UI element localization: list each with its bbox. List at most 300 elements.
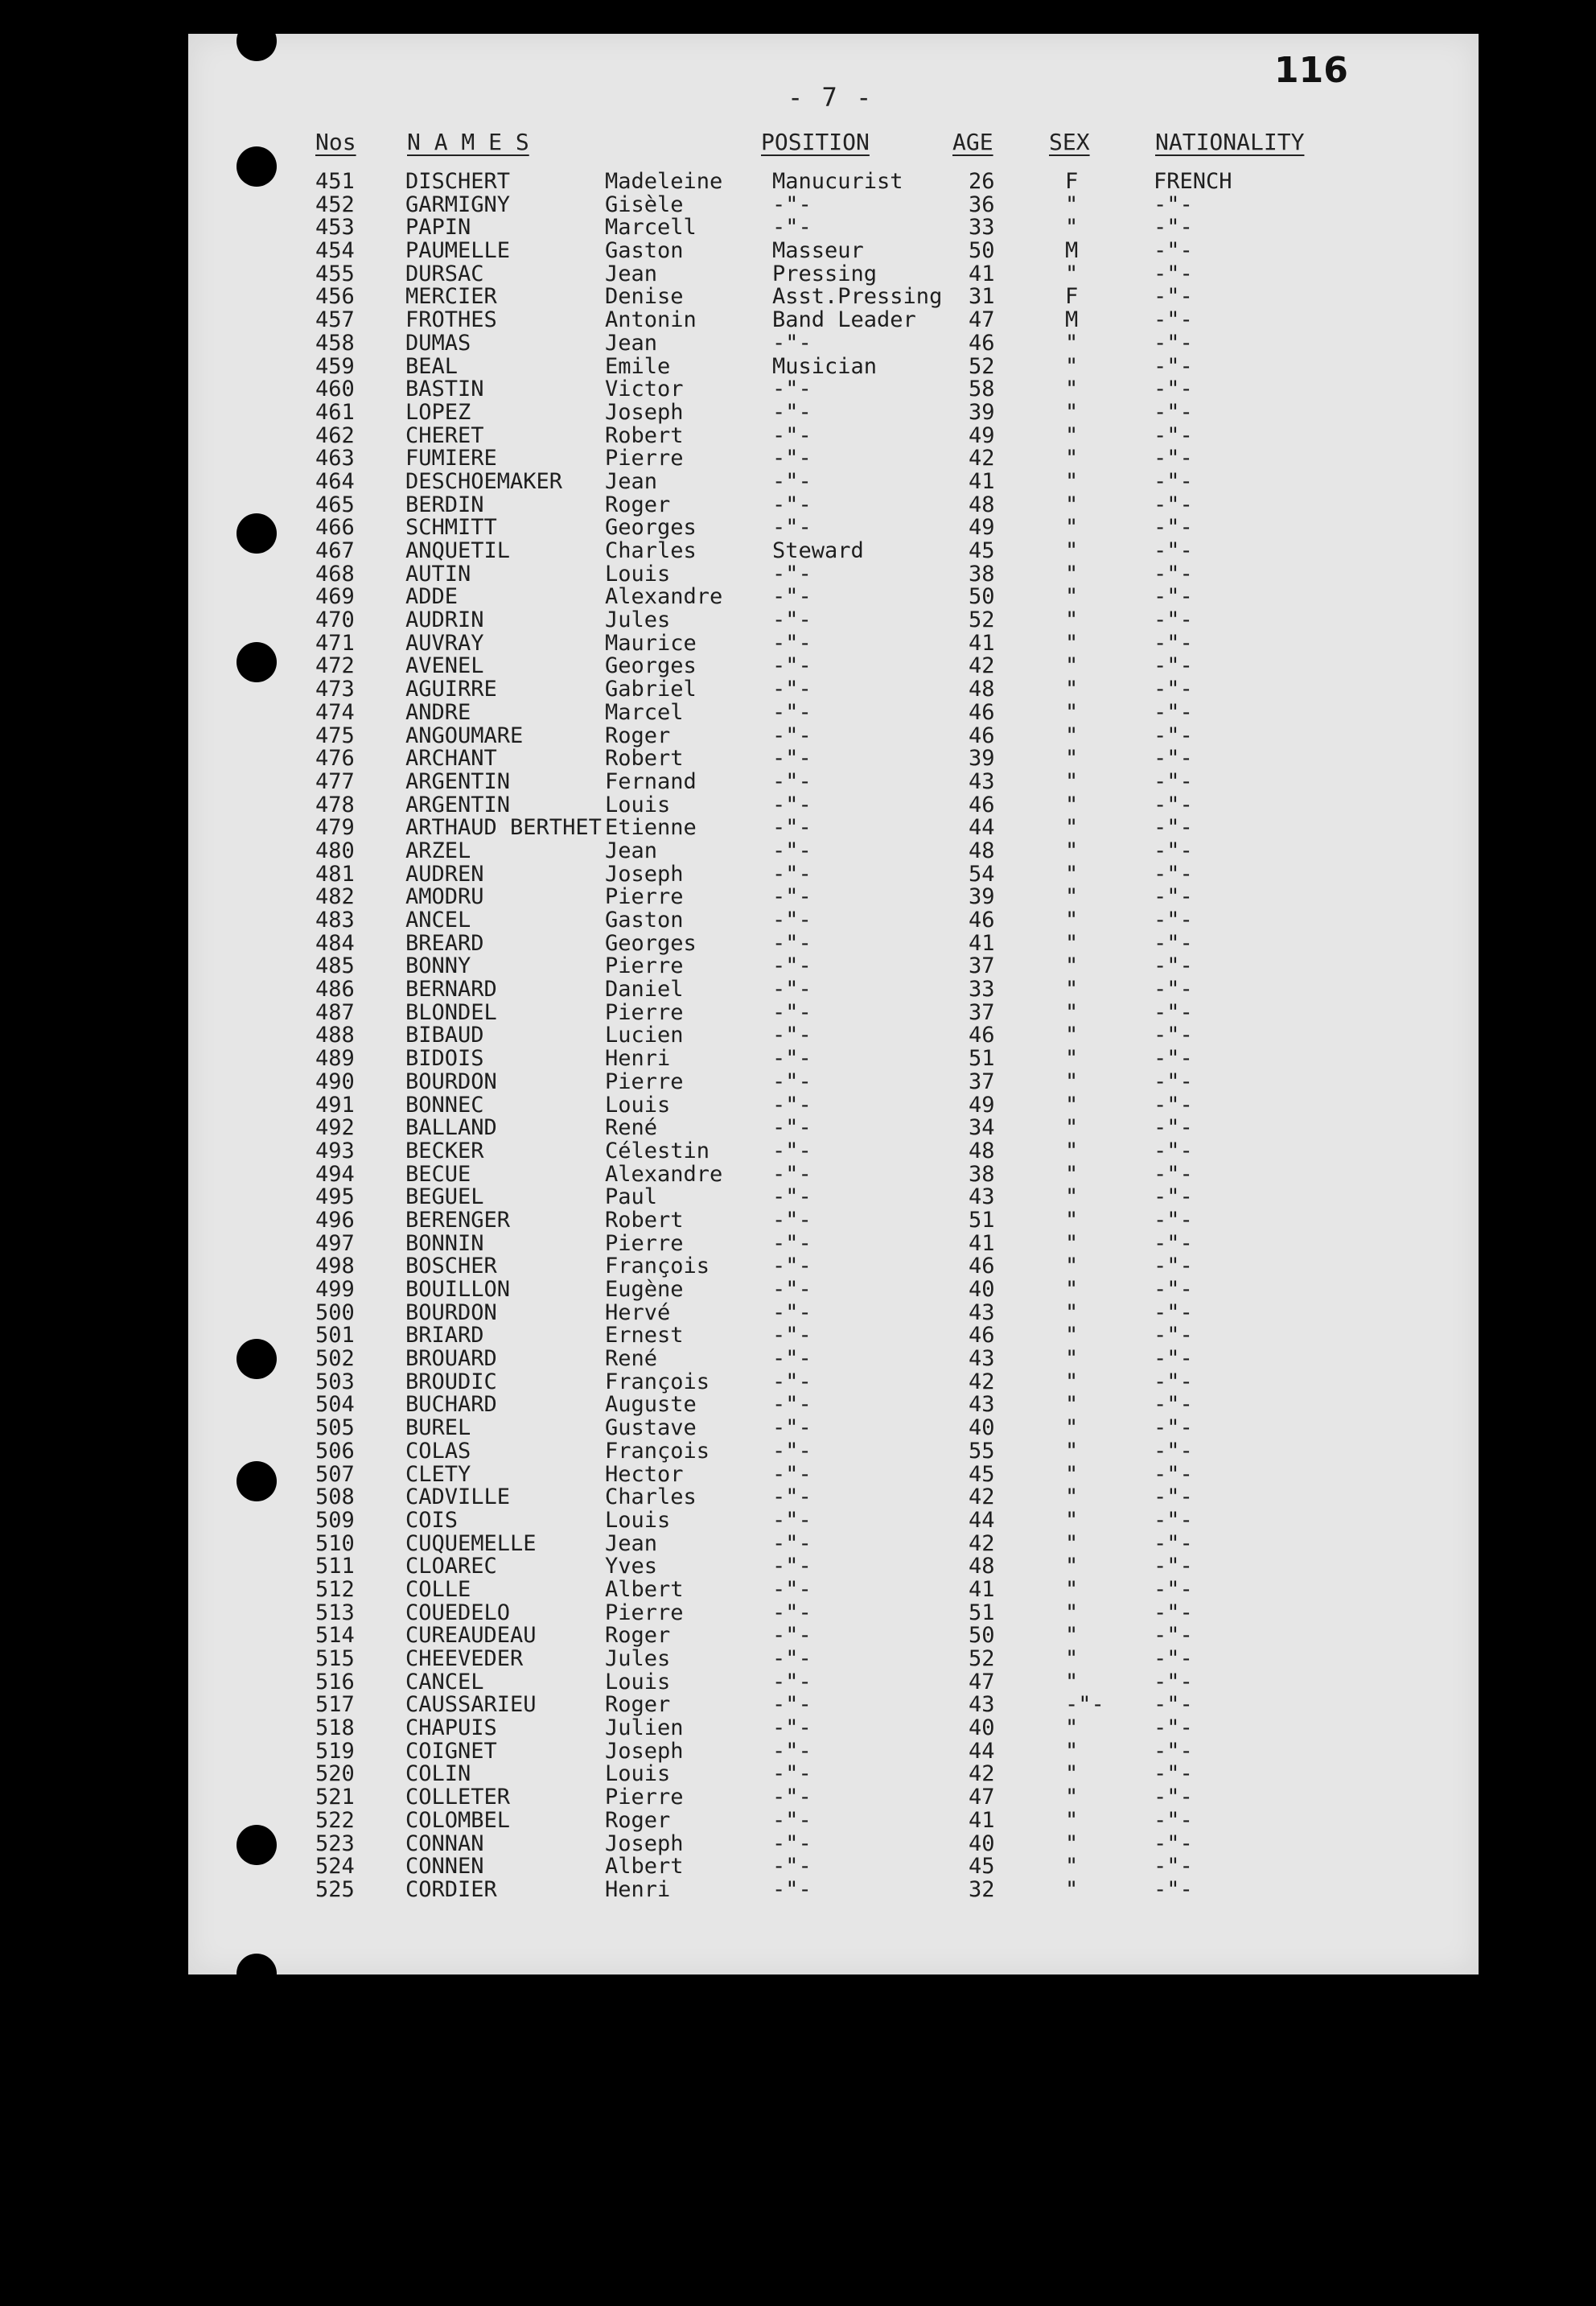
row-number: 503 bbox=[315, 1369, 355, 1394]
nationality: -"- bbox=[1154, 422, 1193, 448]
last-name: ANGOUMARE bbox=[405, 723, 524, 748]
nationality: -"- bbox=[1154, 861, 1193, 887]
age: 37 bbox=[969, 1069, 995, 1094]
table-row bbox=[188, 632, 1479, 656]
nationality: -"- bbox=[1154, 699, 1193, 725]
position: -"- bbox=[772, 1392, 812, 1418]
last-name: BIBAUD bbox=[405, 1023, 484, 1048]
position: -"- bbox=[772, 1785, 812, 1810]
nationality: -"- bbox=[1154, 1576, 1193, 1602]
first-name: Emile bbox=[605, 353, 671, 379]
nationality: -"- bbox=[1154, 1046, 1193, 1072]
table-row bbox=[188, 1486, 1479, 1509]
sex: " bbox=[1065, 399, 1079, 425]
position: -"- bbox=[772, 1277, 812, 1302]
table-row bbox=[188, 1509, 1479, 1533]
table-row bbox=[188, 1576, 1479, 1602]
age: 43 bbox=[969, 1346, 995, 1372]
sex: " bbox=[1065, 446, 1079, 471]
first-name: Pierre bbox=[605, 999, 684, 1025]
row-number: 509 bbox=[315, 1507, 355, 1533]
last-name: BONNY bbox=[405, 953, 471, 979]
first-name: Louis bbox=[605, 1092, 671, 1118]
age: 42 bbox=[969, 446, 995, 471]
row-number: 453 bbox=[315, 215, 355, 241]
sex: " bbox=[1065, 1392, 1079, 1418]
last-name: BROUARD bbox=[405, 1346, 497, 1372]
row-number: 467 bbox=[315, 538, 355, 563]
last-name: COLIN bbox=[405, 1761, 471, 1787]
row-number: 464 bbox=[315, 468, 355, 494]
last-name: BECUE bbox=[405, 1161, 471, 1187]
last-name: ADDE bbox=[405, 584, 459, 610]
last-name: AUVRAY bbox=[405, 630, 484, 656]
sex: " bbox=[1065, 492, 1079, 517]
first-name: Jean bbox=[605, 468, 658, 494]
row-number: 525 bbox=[315, 1876, 355, 1902]
position: -"- bbox=[772, 515, 812, 541]
last-name: ARTHAUD BERTHET bbox=[405, 815, 602, 841]
page-number: - 7 - bbox=[788, 82, 874, 113]
row-number: 512 bbox=[315, 1576, 355, 1602]
last-name: CORDIER bbox=[405, 1876, 497, 1902]
table-row bbox=[188, 1694, 1479, 1717]
row-number: 475 bbox=[315, 723, 355, 748]
sex: " bbox=[1065, 1207, 1079, 1233]
table-row bbox=[188, 886, 1479, 909]
row-number: 492 bbox=[315, 1115, 355, 1141]
punch-hole-1 bbox=[237, 21, 277, 61]
position: Steward bbox=[772, 538, 864, 563]
first-name: Ernest bbox=[605, 1323, 684, 1349]
last-name: AGUIRRE bbox=[405, 677, 497, 702]
age: 52 bbox=[969, 353, 995, 379]
table-row bbox=[188, 447, 1479, 471]
first-name: Robert bbox=[605, 422, 684, 448]
table-row bbox=[188, 216, 1479, 240]
age: 48 bbox=[969, 677, 995, 702]
table-row bbox=[188, 1186, 1479, 1209]
table-row bbox=[188, 1371, 1479, 1394]
nationality: -"- bbox=[1154, 284, 1193, 310]
last-name: BUREL bbox=[405, 1415, 471, 1441]
age: 47 bbox=[969, 1785, 995, 1810]
position: -"- bbox=[772, 723, 812, 748]
position: -"- bbox=[772, 1507, 812, 1533]
position: -"- bbox=[772, 1692, 812, 1718]
sex: " bbox=[1065, 768, 1079, 794]
last-name: ARCHANT bbox=[405, 746, 497, 772]
age: 31 bbox=[969, 284, 995, 310]
sex: " bbox=[1065, 999, 1079, 1025]
table-row bbox=[188, 930, 1479, 956]
last-name: BALLAND bbox=[405, 1115, 497, 1141]
last-name: BIDOIS bbox=[405, 1046, 484, 1072]
first-name: Roger bbox=[605, 1807, 671, 1833]
first-name: Pierre bbox=[605, 884, 684, 910]
position: -"- bbox=[772, 977, 812, 1003]
row-number: 476 bbox=[315, 746, 355, 772]
position: -"- bbox=[772, 815, 812, 841]
row-number: 468 bbox=[315, 561, 355, 587]
position: -"- bbox=[772, 768, 812, 794]
sex: " bbox=[1065, 1554, 1079, 1579]
position: -"- bbox=[772, 584, 812, 610]
first-name: Maurice bbox=[605, 630, 697, 656]
age: 51 bbox=[969, 1207, 995, 1233]
header-position: POSITION bbox=[761, 129, 870, 155]
nationality: -"- bbox=[1154, 1323, 1193, 1349]
last-name: COIGNET bbox=[405, 1738, 497, 1764]
table-row bbox=[188, 725, 1479, 748]
age: 52 bbox=[969, 607, 995, 633]
last-name: ANQUETIL bbox=[405, 538, 511, 563]
age: 26 bbox=[969, 169, 995, 194]
table-row bbox=[188, 378, 1479, 401]
nationality: -"- bbox=[1154, 1415, 1193, 1441]
sex: " bbox=[1065, 1785, 1079, 1810]
last-name: COLLETER bbox=[405, 1785, 511, 1810]
table-row bbox=[188, 353, 1479, 379]
nationality: -"- bbox=[1154, 1369, 1193, 1394]
header-names: N A M E S bbox=[407, 129, 529, 155]
last-name: BLONDEL bbox=[405, 999, 497, 1025]
age: 43 bbox=[969, 1392, 995, 1418]
last-name: COLAS bbox=[405, 1438, 471, 1464]
sex: " bbox=[1065, 215, 1079, 241]
age: 42 bbox=[969, 653, 995, 679]
row-number: 482 bbox=[315, 884, 355, 910]
position: -"- bbox=[772, 1369, 812, 1394]
nationality: -"- bbox=[1154, 1554, 1193, 1579]
sex: " bbox=[1065, 353, 1079, 379]
first-name: Victor bbox=[605, 377, 684, 402]
nationality: -"- bbox=[1154, 399, 1193, 425]
table-row bbox=[188, 1324, 1479, 1348]
position: -"- bbox=[772, 792, 812, 817]
nationality: -"- bbox=[1154, 1530, 1193, 1556]
age: 36 bbox=[969, 191, 995, 217]
table-row bbox=[188, 1299, 1479, 1325]
position: -"- bbox=[772, 1415, 812, 1441]
first-name: Pierre bbox=[605, 953, 684, 979]
sex: " bbox=[1065, 515, 1079, 541]
first-name: Georges bbox=[605, 515, 697, 541]
last-name: CUQUEMELLE bbox=[405, 1530, 537, 1556]
last-name: BERENGER bbox=[405, 1207, 511, 1233]
first-name: Robert bbox=[605, 746, 684, 772]
age: 38 bbox=[969, 1161, 995, 1187]
position: -"- bbox=[772, 330, 812, 356]
table-row bbox=[188, 1763, 1479, 1786]
table-row bbox=[188, 517, 1479, 540]
age: 33 bbox=[969, 977, 995, 1003]
nationality: -"- bbox=[1154, 1461, 1193, 1487]
table-row bbox=[188, 1807, 1479, 1833]
sex: " bbox=[1065, 1254, 1079, 1279]
row-number: 507 bbox=[315, 1461, 355, 1487]
last-name: COUEDELO bbox=[405, 1600, 511, 1625]
last-name: CANCEL bbox=[405, 1669, 484, 1694]
nationality: -"- bbox=[1154, 1830, 1193, 1856]
sex: " bbox=[1065, 1184, 1079, 1210]
first-name: Lucien bbox=[605, 1023, 684, 1048]
row-number: 456 bbox=[315, 284, 355, 310]
row-number: 493 bbox=[315, 1138, 355, 1163]
sex: " bbox=[1065, 1738, 1079, 1764]
age: 50 bbox=[969, 584, 995, 610]
age: 50 bbox=[969, 1623, 995, 1649]
sex: " bbox=[1065, 1576, 1079, 1602]
first-name: Pierre bbox=[605, 446, 684, 471]
sex: " bbox=[1065, 977, 1079, 1003]
sex: " bbox=[1065, 1876, 1079, 1902]
table-row bbox=[188, 586, 1479, 609]
sex: " bbox=[1065, 1438, 1079, 1464]
sex: " bbox=[1065, 1069, 1079, 1094]
first-name: Albert bbox=[605, 1576, 684, 1602]
first-name: Etienne bbox=[605, 815, 697, 841]
position: -"- bbox=[772, 1738, 812, 1764]
sex: " bbox=[1065, 1507, 1079, 1533]
position: -"- bbox=[772, 377, 812, 402]
nationality: -"- bbox=[1154, 1785, 1193, 1810]
row-number: 508 bbox=[315, 1484, 355, 1510]
row-number: 454 bbox=[315, 238, 355, 264]
nationality: -"- bbox=[1154, 1484, 1193, 1510]
table-row bbox=[188, 191, 1479, 217]
sex: " bbox=[1065, 1299, 1079, 1325]
last-name: BOUILLON bbox=[405, 1277, 511, 1302]
nationality: -"- bbox=[1154, 1092, 1193, 1118]
last-name: ARZEL bbox=[405, 838, 471, 863]
last-name: BOURDON bbox=[405, 1069, 497, 1094]
sex: " bbox=[1065, 1669, 1079, 1694]
age: 44 bbox=[969, 1507, 995, 1533]
nationality: -"- bbox=[1154, 1069, 1193, 1094]
sex: " bbox=[1065, 1115, 1079, 1141]
age: 54 bbox=[969, 861, 995, 887]
position: -"- bbox=[772, 908, 812, 933]
sex: " bbox=[1065, 422, 1079, 448]
table-row bbox=[188, 655, 1479, 678]
first-name: François bbox=[605, 1254, 710, 1279]
position: -"- bbox=[772, 953, 812, 979]
last-name: CHAPUIS bbox=[405, 1715, 497, 1741]
position: -"- bbox=[772, 1323, 812, 1349]
row-number: 501 bbox=[315, 1323, 355, 1349]
row-number: 484 bbox=[315, 930, 355, 956]
table-row bbox=[188, 1163, 1479, 1187]
position: -"- bbox=[772, 1461, 812, 1487]
last-name: BONNEC bbox=[405, 1092, 484, 1118]
last-name: CHERET bbox=[405, 422, 484, 448]
last-name: BEAL bbox=[405, 353, 459, 379]
position: -"- bbox=[772, 607, 812, 633]
position: Manucurist bbox=[772, 169, 903, 194]
position: -"- bbox=[772, 191, 812, 217]
row-number: 518 bbox=[315, 1715, 355, 1741]
sex: " bbox=[1065, 1138, 1079, 1163]
first-name: Joseph bbox=[605, 861, 684, 887]
table-row bbox=[188, 1740, 1479, 1764]
position: -"- bbox=[772, 930, 812, 956]
last-name: ANCEL bbox=[405, 908, 471, 933]
sex: " bbox=[1065, 1415, 1079, 1441]
age: 48 bbox=[969, 1554, 995, 1579]
sex: " bbox=[1065, 746, 1079, 772]
first-name: Joseph bbox=[605, 399, 684, 425]
first-name: Jules bbox=[605, 607, 671, 633]
nationality: -"- bbox=[1154, 1254, 1193, 1279]
sex: " bbox=[1065, 330, 1079, 356]
age: 40 bbox=[969, 1277, 995, 1302]
row-number: 455 bbox=[315, 261, 355, 286]
last-name: DISCHERT bbox=[405, 169, 511, 194]
table-row bbox=[188, 699, 1479, 725]
row-number: 477 bbox=[315, 768, 355, 794]
age: 42 bbox=[969, 1484, 995, 1510]
nationality: -"- bbox=[1154, 261, 1193, 286]
row-number: 523 bbox=[315, 1830, 355, 1856]
position: -"- bbox=[772, 746, 812, 772]
nationality: -"- bbox=[1154, 1854, 1193, 1880]
last-name: CONNAN bbox=[405, 1830, 484, 1856]
sex: " bbox=[1065, 1046, 1079, 1072]
row-number: 474 bbox=[315, 699, 355, 725]
first-name: Marcel bbox=[605, 699, 684, 725]
nationality: -"- bbox=[1154, 677, 1193, 702]
table-row bbox=[188, 978, 1479, 1002]
table-row bbox=[188, 1855, 1479, 1879]
age: 43 bbox=[969, 768, 995, 794]
nationality: -"- bbox=[1154, 977, 1193, 1003]
first-name: René bbox=[605, 1346, 658, 1372]
age: 47 bbox=[969, 307, 995, 333]
nationality: -"- bbox=[1154, 330, 1193, 356]
row-number: 462 bbox=[315, 422, 355, 448]
age: 40 bbox=[969, 1830, 995, 1856]
nationality: -"- bbox=[1154, 515, 1193, 541]
row-number: 522 bbox=[315, 1807, 355, 1833]
table-row bbox=[188, 1348, 1479, 1371]
table-row bbox=[188, 1717, 1479, 1740]
first-name: Célestin bbox=[605, 1138, 710, 1163]
row-number: 520 bbox=[315, 1761, 355, 1787]
last-name: CLOAREC bbox=[405, 1554, 497, 1579]
age: 41 bbox=[969, 261, 995, 286]
row-number: 481 bbox=[315, 861, 355, 887]
position: -"- bbox=[772, 1161, 812, 1187]
position: -"- bbox=[772, 1138, 812, 1163]
table-row bbox=[188, 263, 1479, 286]
sex: -"- bbox=[1065, 1692, 1104, 1718]
table-row bbox=[188, 1530, 1479, 1556]
table-row bbox=[188, 332, 1479, 356]
nationality: -"- bbox=[1154, 723, 1193, 748]
last-name: BERDIN bbox=[405, 492, 484, 517]
sex: " bbox=[1065, 792, 1079, 817]
nationality: -"- bbox=[1154, 930, 1193, 956]
table-row bbox=[188, 422, 1479, 448]
age: 40 bbox=[969, 1415, 995, 1441]
row-number: 489 bbox=[315, 1046, 355, 1072]
age: 44 bbox=[969, 1738, 995, 1764]
table-row bbox=[188, 1140, 1479, 1163]
sex: " bbox=[1065, 1023, 1079, 1048]
position: -"- bbox=[772, 861, 812, 887]
first-name: René bbox=[605, 1115, 658, 1141]
position: -"- bbox=[772, 1876, 812, 1902]
table-row bbox=[188, 609, 1479, 632]
first-name: Marcell bbox=[605, 215, 697, 241]
first-name: Jules bbox=[605, 1646, 671, 1671]
age: 42 bbox=[969, 1761, 995, 1787]
row-number: 515 bbox=[315, 1646, 355, 1671]
age: 52 bbox=[969, 1646, 995, 1671]
last-name: AUTIN bbox=[405, 561, 471, 587]
age: 42 bbox=[969, 1369, 995, 1394]
table-row bbox=[188, 401, 1479, 425]
nationality: -"- bbox=[1154, 468, 1193, 494]
nationality: -"- bbox=[1154, 1161, 1193, 1187]
first-name: Louis bbox=[605, 1669, 671, 1694]
first-name: Alexandre bbox=[605, 1161, 723, 1187]
position: -"- bbox=[772, 1600, 812, 1625]
table-row bbox=[188, 540, 1479, 563]
nationality: -"- bbox=[1154, 884, 1193, 910]
document-number: 116 bbox=[1274, 50, 1348, 91]
age: 48 bbox=[969, 838, 995, 863]
table-row bbox=[188, 863, 1479, 887]
nationality: -"- bbox=[1154, 1230, 1193, 1256]
age: 41 bbox=[969, 1576, 995, 1602]
position: -"- bbox=[772, 699, 812, 725]
position: Musician bbox=[772, 353, 878, 379]
age: 51 bbox=[969, 1600, 995, 1625]
position: -"- bbox=[772, 468, 812, 494]
table-row bbox=[188, 747, 1479, 771]
sex: " bbox=[1065, 377, 1079, 402]
first-name: Albert bbox=[605, 1854, 684, 1880]
row-number: 463 bbox=[315, 446, 355, 471]
first-name: Gaston bbox=[605, 238, 684, 264]
age: 49 bbox=[969, 422, 995, 448]
row-number: 494 bbox=[315, 1161, 355, 1187]
position: -"- bbox=[772, 1623, 812, 1649]
nationality: -"- bbox=[1154, 1623, 1193, 1649]
position: -"- bbox=[772, 1554, 812, 1579]
first-name: Pierre bbox=[605, 1600, 684, 1625]
age: 43 bbox=[969, 1184, 995, 1210]
last-name: COLOMBEL bbox=[405, 1807, 511, 1833]
position: -"- bbox=[772, 1092, 812, 1118]
last-name: BOSCHER bbox=[405, 1254, 497, 1279]
position: -"- bbox=[772, 1438, 812, 1464]
age: 46 bbox=[969, 723, 995, 748]
table-row bbox=[188, 563, 1479, 587]
row-number: 519 bbox=[315, 1738, 355, 1764]
table-row bbox=[188, 1671, 1479, 1694]
age: 41 bbox=[969, 630, 995, 656]
row-number: 459 bbox=[315, 353, 355, 379]
first-name: Georges bbox=[605, 930, 697, 956]
nationality: -"- bbox=[1154, 1738, 1193, 1764]
table-row bbox=[188, 794, 1479, 817]
last-name: DESCHOEMAKER bbox=[405, 468, 563, 494]
row-number: 495 bbox=[315, 1184, 355, 1210]
age: 42 bbox=[969, 1530, 995, 1556]
